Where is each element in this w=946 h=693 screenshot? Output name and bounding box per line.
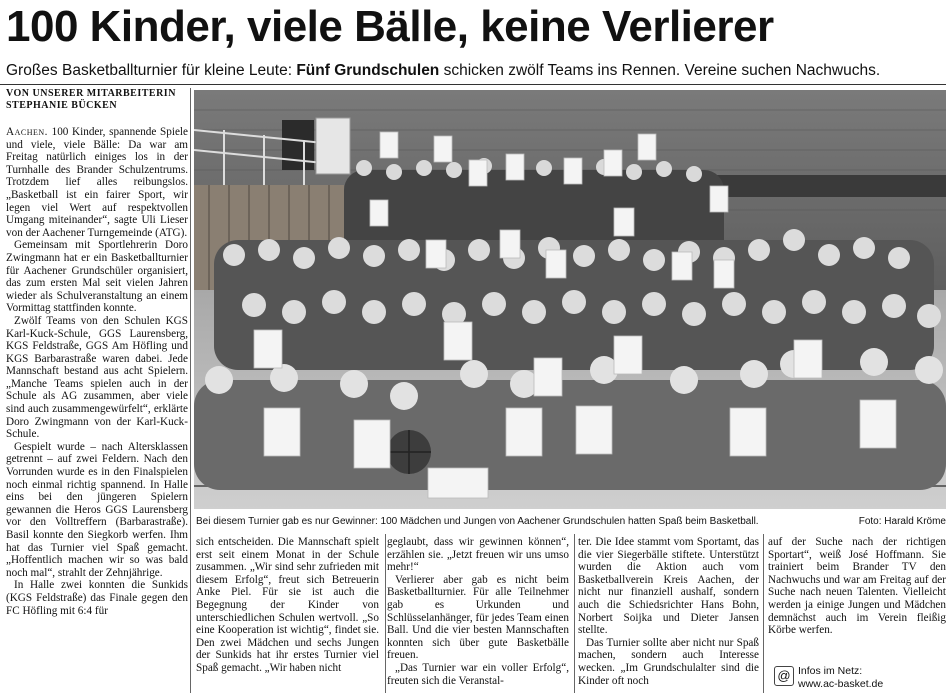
- headline-divider: [0, 84, 946, 85]
- byline: [6, 88, 188, 112]
- subheadline: [6, 60, 946, 82]
- children-middle-rows: [214, 229, 941, 370]
- photo-credit: Foto: Harald Kröme: [858, 516, 946, 527]
- paragraph: auf der Suche nach der richtigen Sportart“, weiß José Hoffmann. Sie trainiert beim Brander TV den Nachwuchs und war am Freitag auf der Suche nach neuen Talenten. Vielleicht werden ja einige Jungen und Mädchen demnächst auch im Verein fleißig Körbe werfen.: [768, 536, 946, 637]
- paragraph: „Das Turnier war ein voller Erfolg“, freuten sich die Veranstal-: [387, 661, 569, 687]
- info-label: Infos im Netz:: [798, 665, 863, 677]
- article-column-5: [768, 536, 946, 660]
- web-info-box: [772, 663, 946, 693]
- column-divider: [190, 88, 191, 693]
- article-photo: [194, 90, 946, 509]
- paragraph: In Halle zwei konnten die Sunkids (KGS Feldstraße) das Finale gegen den FC Höfling mit 6:4 für: [6, 579, 188, 617]
- photo-caption: [196, 514, 946, 530]
- subhead-tail: schicken zwölf Teams ins Rennen. Vereine suchen Nachwuchs.: [443, 62, 881, 79]
- caption-text: Bei diesem Turnier gab es nur Gewinner: 100 Mädchen und Jungen von Aachener Grundschulen hatten Spaß beim Basketball.: [196, 516, 759, 527]
- basketball-backboard: [316, 118, 350, 174]
- column-divider: [763, 534, 764, 693]
- article-column-1: [6, 126, 188, 693]
- paragraph: Verlierer aber gab es nicht beim Basketballturnier. Für alle Teilnehmer gab es Urkunden und Schlüsselanhänger, für jedes Team einen Ball. Und die vier besten Mannschaften konnten sich über gute Basketbälle freuen.: [387, 573, 569, 662]
- subhead-lead: Großes Basketballturnier für kleine Leute:: [6, 62, 293, 79]
- column-divider: [385, 534, 386, 693]
- paragraph: Zwölf Teams von den Schulen KGS Karl-Kuck-Schule, GGS Laurensberg, KGS Feldstraße, GGS Am Höfling und KGS Barbarastraße waren dabei. Jede Mannschaft bestand aus acht Spielern. „Manche Teams spielen auch in der Schule als AG zusammen, aber viele sind auch zusammengewürfelt“, erklärte Doro Zwingmann von der Karl-Kuck-Schule.: [6, 314, 188, 441]
- article-column-3: [387, 536, 569, 693]
- paragraph: ter. Die Idee stammt vom Sportamt, das die vier Siegerbälle stiftete. Unterstützt wurden die Aktion auch vom Basketballverein Kreis Aachen, der nicht nur finanziell aushalf, sondern auch die Schiedsrichter Hans Bohn, Norbert Soijka und Dieter Jansen stellte.: [578, 536, 759, 637]
- headline: 100 Kinder, viele Bälle, keine Verlierer: [6, 2, 774, 51]
- at-icon: @: [774, 666, 794, 686]
- subhead-bold: Fünf Grundschulen: [296, 62, 440, 79]
- column-divider: [574, 534, 575, 693]
- paragraph: Das Turnier sollte aber nicht nur Spaß machen, sondern auch Interesse wecken. „Im Grundschulalter sind die Kinder oft noch: [578, 636, 759, 687]
- paragraph: sich entscheiden. Die Mannschaft spielt erst seit einem Monat in der Schule zusammen. „Wir sind sehr zufrieden mit diesem Erfolg“, freut sich Betreuerin Anke Piel. Für sie ist auch die Begegnung der Kinder von unterschiedlichen Schulen wertvoll. „So eine Kooperation ist wichtig“, findet sie. Den zwei Mädchen und sechs Jungen der Sunkids hat ihr erstes Turnier viel Spaß gemacht. „Wir haben nicht: [196, 536, 379, 674]
- article-column-4: [578, 536, 759, 693]
- paragraph: Aachen. 100 Kinder, spannende Spiele und viele, viele Bälle: Da war am Freitag natürlich einiges los in der Turnhalle des Brander Schulzentrums. Trotzdem lief alles reibungslos. „Basketball ist ein fairer Sport, wir legen viel Wert auf respektvollen Umgang miteinander“, sagte Uli Lieser von der Aachener Turngemeinde (ATG).: [6, 126, 188, 239]
- byline-author: STEPHANIE BÜCKEN: [6, 100, 118, 111]
- dateline: Aachen.: [6, 126, 48, 138]
- article-column-2: [196, 536, 379, 693]
- info-url[interactable]: www.ac-basket.de: [798, 678, 884, 690]
- byline-line1: VON UNSERER MITARBEITERIN: [6, 88, 176, 99]
- paragraph: geglaubt, dass wir gewinnen können“, erzählen sie. „Jetzt freuen wir uns umso mehr!“: [387, 536, 569, 574]
- group-photo-illustration: [194, 90, 946, 509]
- paragraph: Gespielt wurde – nach Altersklassen getrennt – auf zwei Feldern. Nach den Vorrunden wurde es in den Finalspielen noch einmal richtig spannend. In Halle eins bei den jüngeren Spielern gewannen die Heros GGS Laurensberg vor den Volltreffern (Barbarastraße). Basil konnte den Siegkorb werfen. Ihm hat das Turnier viel Spaß gemacht. „Hoffentlich machen wir so was bald noch mal“, strahlt der Zehnjährige.: [6, 440, 188, 579]
- paragraph: Gemeinsam mit Sportlehrerin Doro Zwingmann hat er ein Basketballturnier für Aachener Grundschüler organisiert, das zum ersten Mal seit vielen Jahren wieder als Schulveranstaltung an einem Vormittag stattfinden konnte.: [6, 239, 188, 315]
